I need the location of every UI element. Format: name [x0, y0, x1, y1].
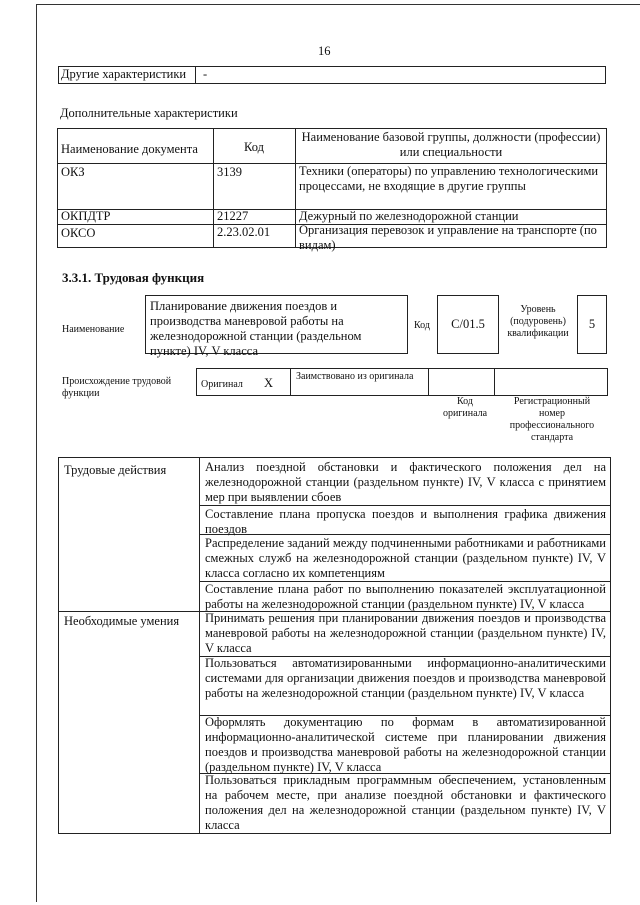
action-item: Анализ поездной обстановки и фактического положения дел на железнодорожной станции (раздельном пункте) IV, V класса с принятием мер при выявлении сбоев [205, 460, 606, 504]
origin-original-label: Оригинал [201, 379, 243, 390]
function-name-value: Планирование движения поездов и производства маневровой работы на железнодорожной станции (раздельном пункте) IV, V класса [145, 295, 408, 354]
function-level-label: Уровень (подуровень) квалификации [507, 304, 569, 339]
header-code: Код [244, 140, 264, 154]
other-characteristics-value: - [203, 67, 208, 81]
row-code-okso: 2.23.02.01 [217, 225, 271, 239]
skill-item: Принимать решения при планировании движения поездов и производства маневровой работы на железнодорожной станции (раздельном пункте) IV, V класса [205, 611, 606, 655]
origin-label: Происхождение трудовой функции [62, 376, 172, 399]
action-item: Распределение заданий между подчиненными работниками и работниками смежных служб на железнодорожной станции (раздельном пункте) IV, V класса согласно их компетенциям [205, 536, 606, 580]
origin-original-mark: X [264, 376, 274, 390]
functions-table [58, 457, 611, 834]
function-name-label: Наименование [62, 324, 125, 335]
additional-title: Дополнительные характеристики [60, 106, 238, 120]
other-characteristics-row [58, 66, 606, 84]
page-number: 16 [318, 44, 331, 58]
row-name-okso: Организация перевозок и управление на транспорте (по видам) [299, 223, 597, 252]
row-name-okz: Техники (операторы) по управлению технологическими процессами, не входящие в другие группы [299, 164, 599, 193]
action-item: Составление плана пропуска поездов и выполнения графика движения поездов [205, 507, 606, 536]
function-heading: 3.3.1. Трудовая функция [62, 270, 205, 285]
skills-label: Необходимые умения [64, 614, 180, 628]
header-name: Наименование базовой группы, должности (профессии) или специальности [301, 130, 601, 159]
function-code-label: Код [414, 320, 430, 331]
row-doc-okz: ОКЗ [61, 165, 85, 179]
origin-table [196, 368, 608, 396]
row-name-okpdtr: Дежурный по железнодорожной станции [299, 209, 519, 223]
origin-reg-caption: Регистрационный номер профессионального стандарта [509, 396, 595, 443]
row-code-okpdtr: 21227 [217, 209, 249, 223]
header-document: Наименование документа [61, 142, 198, 156]
action-item: Составление плана работ по выполнению показателей эксплуатационной работы на железнодорожной станции (раздельном пункте) IV, V класса [205, 582, 606, 611]
origin-borrowed-label: Заимствовано из оригинала [296, 371, 414, 382]
row-code-okz: 3139 [217, 165, 242, 179]
row-doc-okso: ОКСО [61, 226, 96, 240]
actions-label: Трудовые действия [64, 463, 167, 477]
additional-table [57, 128, 607, 252]
skill-item: Оформлять документацию по формам в автоматизированной информационно-аналитической системе при планировании движения поездов и производства маневровой работы на железнодорожной станции (раздельном пункте) IV, V класса [205, 715, 606, 774]
row-doc-okpdtr: ОКПДТР [61, 209, 111, 223]
skill-item: Пользоваться прикладным программным обеспечением, установленным на рабочем месте, при анализе поездной обстановки и фактического положения дел на железнодорожной станции (раздельном пункте) IV, V класса [205, 773, 606, 832]
origin-code-caption: Код оригинала [442, 396, 488, 419]
function-code-value: С/01.5 [437, 295, 499, 354]
other-characteristics-label: Другие характеристики [61, 67, 187, 81]
skill-item: Пользоваться автоматизированными информационно-аналитическими системами для организации движения поездов и производства маневровой работы на железнодорожной станции (раздельном пункте) IV, V класса [205, 656, 606, 700]
function-level-value: 5 [577, 295, 607, 354]
